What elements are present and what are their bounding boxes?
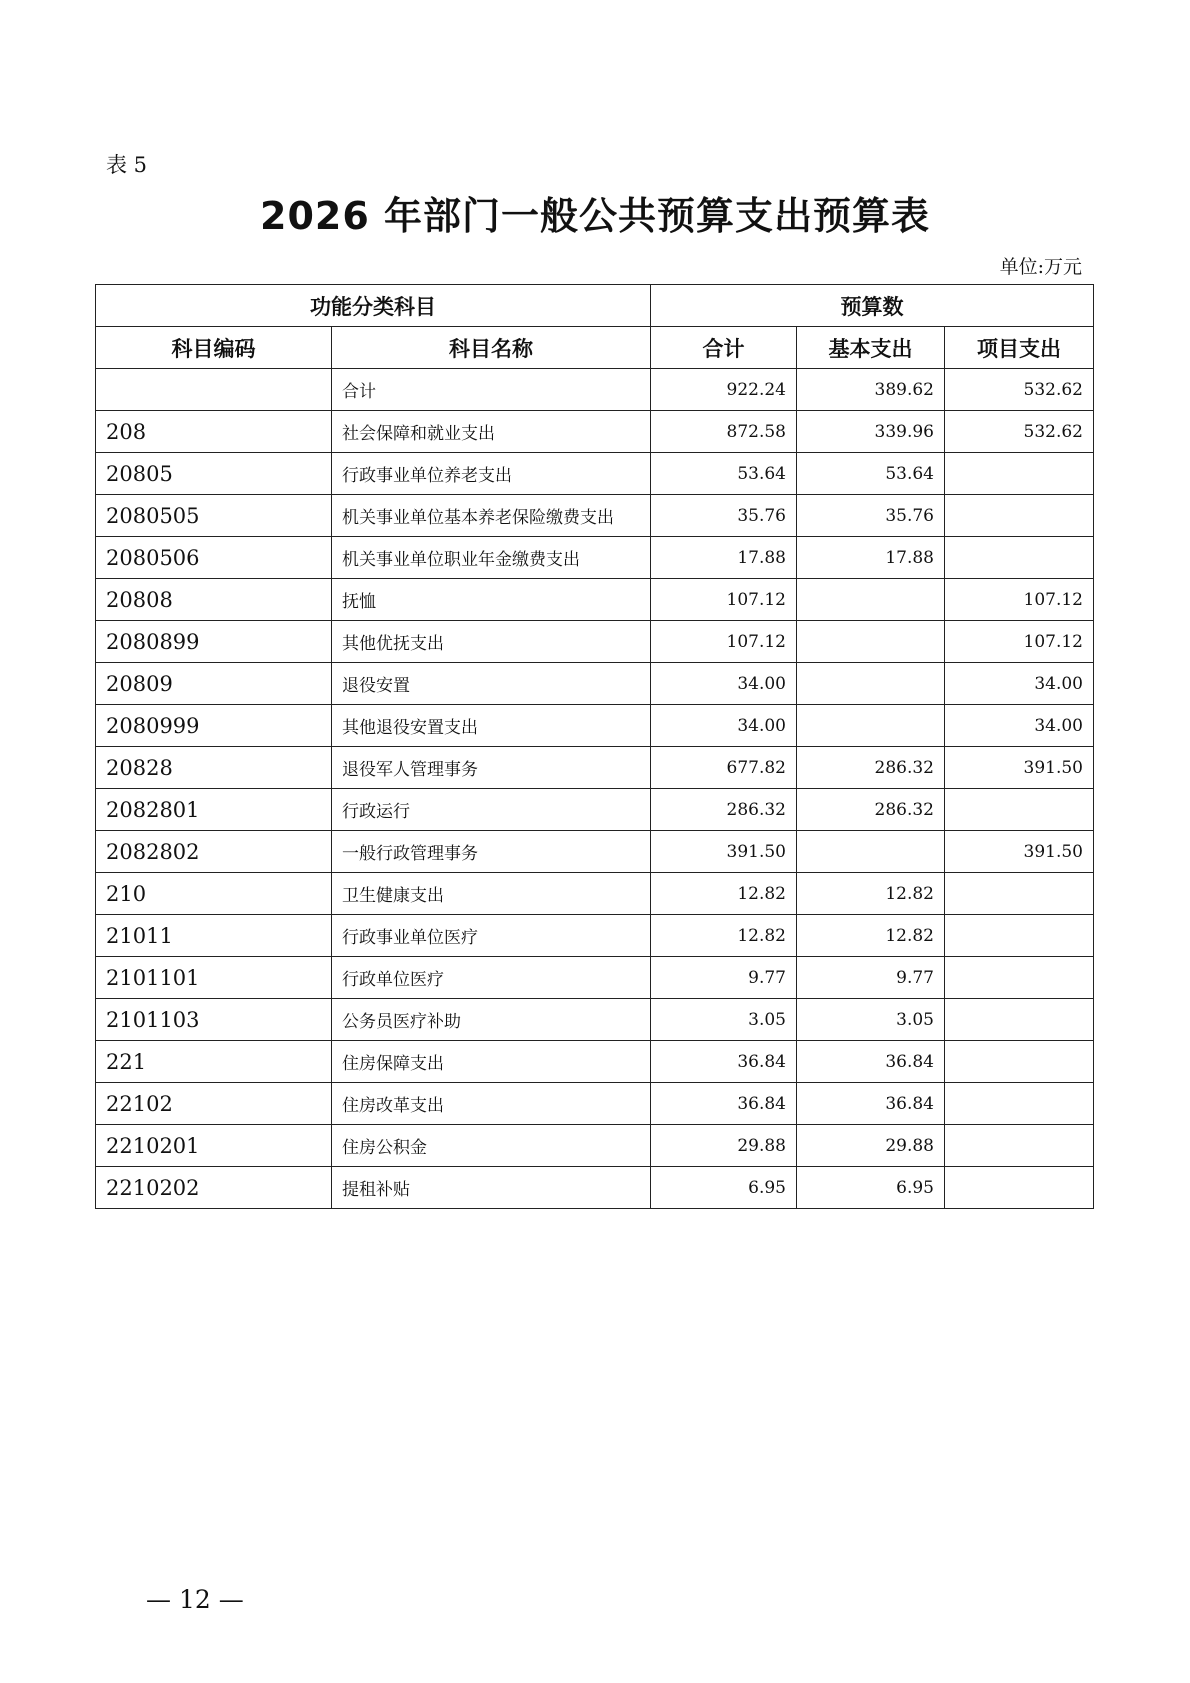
cell-name: 机关事业单位基本养老保险缴费支出 bbox=[332, 495, 651, 537]
cell-basic: 36.84 bbox=[797, 1041, 945, 1083]
table-row bbox=[96, 1041, 1094, 1083]
cell-project: 532.62 bbox=[945, 369, 1094, 411]
cell-basic: 17.88 bbox=[797, 537, 945, 579]
table-row bbox=[96, 747, 1094, 789]
cell-total: 53.64 bbox=[651, 453, 797, 495]
document-title: 2026 年部门一般公共预算支出预算表 bbox=[260, 194, 930, 238]
cell-code: 2080506 bbox=[96, 537, 332, 579]
cell-project bbox=[945, 495, 1094, 537]
cell-basic: 286.32 bbox=[797, 789, 945, 831]
cell-basic bbox=[797, 579, 945, 621]
cell-project bbox=[945, 1167, 1094, 1209]
table-row bbox=[96, 831, 1094, 873]
cell-project: 34.00 bbox=[945, 705, 1094, 747]
table-body bbox=[96, 369, 1094, 1209]
table-row bbox=[96, 369, 1094, 411]
cell-total: 35.76 bbox=[651, 495, 797, 537]
cell-basic bbox=[797, 621, 945, 663]
cell-name: 提租补贴 bbox=[332, 1167, 651, 1209]
cell-code: 2101103 bbox=[96, 999, 332, 1041]
cell-project: 107.12 bbox=[945, 579, 1094, 621]
cell-name: 行政事业单位养老支出 bbox=[332, 453, 651, 495]
cell-code: 20805 bbox=[96, 453, 332, 495]
cell-code bbox=[96, 369, 332, 411]
cell-name: 抚恤 bbox=[332, 579, 651, 621]
cell-name: 其他优抚支出 bbox=[332, 621, 651, 663]
cell-project bbox=[945, 1083, 1094, 1125]
table-row bbox=[96, 411, 1094, 453]
cell-project bbox=[945, 873, 1094, 915]
cell-total: 34.00 bbox=[651, 705, 797, 747]
cell-total: 286.32 bbox=[651, 789, 797, 831]
header-function-category: 功能分类科目 bbox=[96, 285, 651, 327]
cell-code: 2080505 bbox=[96, 495, 332, 537]
cell-project: 532.62 bbox=[945, 411, 1094, 453]
cell-basic bbox=[797, 663, 945, 705]
cell-project bbox=[945, 1041, 1094, 1083]
column-header-basic: 基本支出 bbox=[797, 327, 945, 369]
cell-code: 208 bbox=[96, 411, 332, 453]
cell-name: 社会保障和就业支出 bbox=[332, 411, 651, 453]
cell-name: 合计 bbox=[332, 369, 651, 411]
cell-code: 2210201 bbox=[96, 1125, 332, 1167]
cell-name: 一般行政管理事务 bbox=[332, 831, 651, 873]
cell-name: 卫生健康支出 bbox=[332, 873, 651, 915]
cell-project bbox=[945, 537, 1094, 579]
cell-project: 107.12 bbox=[945, 621, 1094, 663]
header-budget-amount: 预算数 bbox=[651, 285, 1094, 327]
table-row bbox=[96, 1167, 1094, 1209]
cell-total: 872.58 bbox=[651, 411, 797, 453]
cell-total: 9.77 bbox=[651, 957, 797, 999]
cell-total: 3.05 bbox=[651, 999, 797, 1041]
page-number: — 12 — bbox=[146, 1585, 244, 1614]
cell-code: 2082801 bbox=[96, 789, 332, 831]
cell-name: 其他退役安置支出 bbox=[332, 705, 651, 747]
table-row bbox=[96, 495, 1094, 537]
header-group-row bbox=[96, 285, 1094, 327]
table-row bbox=[96, 1083, 1094, 1125]
cell-name: 住房改革支出 bbox=[332, 1083, 651, 1125]
cell-total: 107.12 bbox=[651, 579, 797, 621]
cell-project bbox=[945, 957, 1094, 999]
table-row bbox=[96, 537, 1094, 579]
cell-total: 107.12 bbox=[651, 621, 797, 663]
cell-total: 6.95 bbox=[651, 1167, 797, 1209]
cell-total: 34.00 bbox=[651, 663, 797, 705]
cell-code: 210 bbox=[96, 873, 332, 915]
table-row bbox=[96, 957, 1094, 999]
cell-total: 391.50 bbox=[651, 831, 797, 873]
cell-basic: 29.88 bbox=[797, 1125, 945, 1167]
cell-name: 公务员医疗补助 bbox=[332, 999, 651, 1041]
cell-name: 行政运行 bbox=[332, 789, 651, 831]
cell-basic bbox=[797, 705, 945, 747]
table-row bbox=[96, 453, 1094, 495]
table-row bbox=[96, 663, 1094, 705]
cell-name: 机关事业单位职业年金缴费支出 bbox=[332, 537, 651, 579]
cell-project: 391.50 bbox=[945, 747, 1094, 789]
cell-name: 行政单位医疗 bbox=[332, 957, 651, 999]
cell-project bbox=[945, 999, 1094, 1041]
cell-project bbox=[945, 1125, 1094, 1167]
cell-basic: 35.76 bbox=[797, 495, 945, 537]
cell-code: 20828 bbox=[96, 747, 332, 789]
cell-basic: 286.32 bbox=[797, 747, 945, 789]
table-row bbox=[96, 1125, 1094, 1167]
cell-total: 29.88 bbox=[651, 1125, 797, 1167]
cell-total: 17.88 bbox=[651, 537, 797, 579]
table-row bbox=[96, 999, 1094, 1041]
cell-name: 退役安置 bbox=[332, 663, 651, 705]
cell-basic: 12.82 bbox=[797, 873, 945, 915]
header-column-row bbox=[96, 327, 1094, 369]
cell-project: 391.50 bbox=[945, 831, 1094, 873]
column-header-code: 科目编码 bbox=[96, 327, 332, 369]
cell-basic: 3.05 bbox=[797, 999, 945, 1041]
cell-code: 2082802 bbox=[96, 831, 332, 873]
table-row bbox=[96, 789, 1094, 831]
cell-code: 20809 bbox=[96, 663, 332, 705]
cell-code: 20808 bbox=[96, 579, 332, 621]
table-row bbox=[96, 705, 1094, 747]
cell-total: 36.84 bbox=[651, 1041, 797, 1083]
cell-project bbox=[945, 789, 1094, 831]
cell-project: 34.00 bbox=[945, 663, 1094, 705]
cell-basic: 389.62 bbox=[797, 369, 945, 411]
cell-basic: 339.96 bbox=[797, 411, 945, 453]
table-row bbox=[96, 915, 1094, 957]
cell-name: 住房公积金 bbox=[332, 1125, 651, 1167]
cell-total: 12.82 bbox=[651, 873, 797, 915]
cell-basic bbox=[797, 831, 945, 873]
cell-code: 2080899 bbox=[96, 621, 332, 663]
cell-total: 36.84 bbox=[651, 1083, 797, 1125]
cell-name: 退役军人管理事务 bbox=[332, 747, 651, 789]
cell-basic: 6.95 bbox=[797, 1167, 945, 1209]
cell-code: 2080999 bbox=[96, 705, 332, 747]
cell-code: 21011 bbox=[96, 915, 332, 957]
cell-total: 12.82 bbox=[651, 915, 797, 957]
column-header-total: 合计 bbox=[651, 327, 797, 369]
column-header-project: 项目支出 bbox=[945, 327, 1094, 369]
cell-basic: 12.82 bbox=[797, 915, 945, 957]
cell-total: 677.82 bbox=[651, 747, 797, 789]
cell-total: 922.24 bbox=[651, 369, 797, 411]
cell-project bbox=[945, 453, 1094, 495]
cell-name: 住房保障支出 bbox=[332, 1041, 651, 1083]
cell-code: 221 bbox=[96, 1041, 332, 1083]
table-row bbox=[96, 873, 1094, 915]
cell-code: 2101101 bbox=[96, 957, 332, 999]
unit-label: 单位:万元 bbox=[999, 256, 1082, 278]
table-row bbox=[96, 621, 1094, 663]
budget-table bbox=[95, 284, 1094, 1209]
column-header-name: 科目名称 bbox=[332, 327, 651, 369]
cell-basic: 9.77 bbox=[797, 957, 945, 999]
cell-basic: 36.84 bbox=[797, 1083, 945, 1125]
cell-basic: 53.64 bbox=[797, 453, 945, 495]
table-label: 表 5 bbox=[106, 153, 148, 177]
cell-code: 22102 bbox=[96, 1083, 332, 1125]
cell-project bbox=[945, 915, 1094, 957]
cell-name: 行政事业单位医疗 bbox=[332, 915, 651, 957]
table-row bbox=[96, 579, 1094, 621]
cell-code: 2210202 bbox=[96, 1167, 332, 1209]
